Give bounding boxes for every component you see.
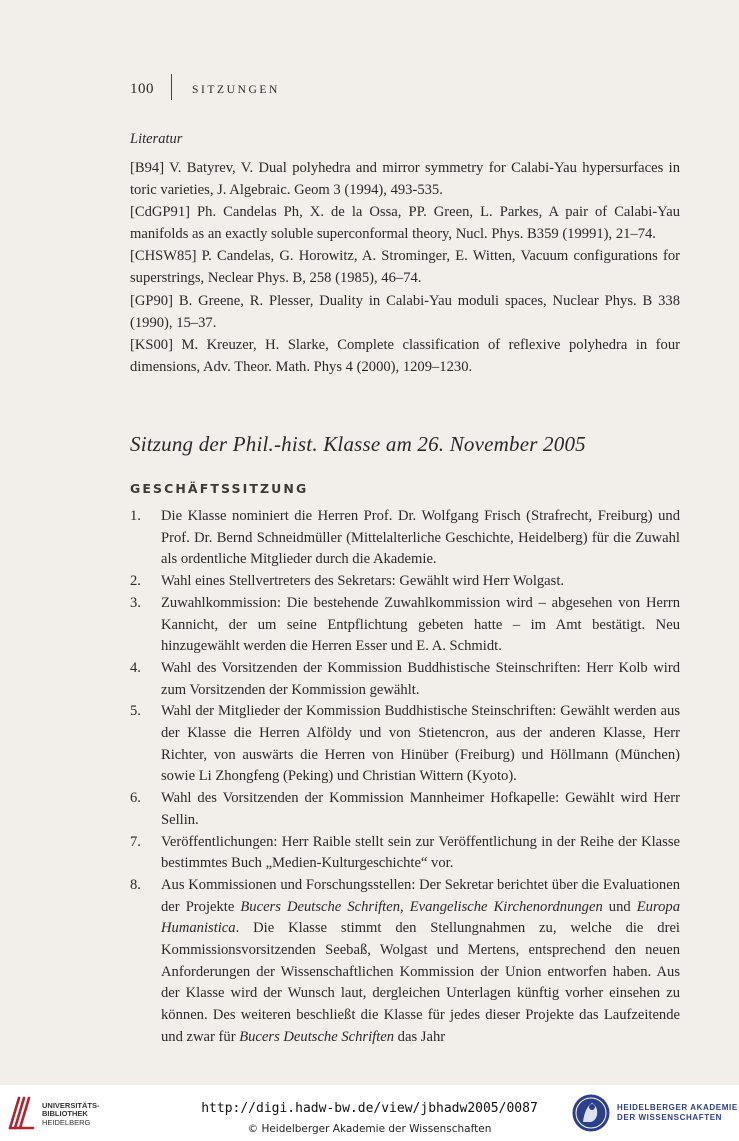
agenda-item — [130, 506, 680, 571]
running-head: SITZUNGEN — [192, 84, 280, 96]
reference-item: [KS00] M. Kreuzer, H. Slarke, Complete classification of reflexive polyhedra in four dimensions, Adv. Theor. Math. Phys 4 (2000), 1209–1230. — [130, 336, 680, 375]
agenda-text: . Die Klasse stimmt den Stellungnahmen zu, welche die drei Kommissionsvorsitzenden Seebaß, Wolgast und Mertens, entsprechend den neuen Anforderungen der Wissenschaftlichen Kommission der Union entworfen haben. Aus der Klasse wird der Wunsch laut, dergleichen Unterlagen künftig vorher einsehen zu können. Des weiteren beschließt die Klasse für jedes dieser Projekte das Laufzeitende und zwar für — [161, 920, 680, 1045]
academy-line: HEIDELBERGER AKADEMIE — [617, 1103, 738, 1112]
agenda-number: 2. — [130, 573, 141, 590]
agenda-item — [130, 593, 680, 658]
agenda-number: 6. — [130, 790, 141, 807]
agenda-text: und — [602, 898, 637, 915]
project-title: Bucers Deutsche Schriften — [239, 1028, 395, 1045]
agenda-text: das Jahr — [394, 1028, 446, 1045]
session-subtitle: GESCHÄFTSSITZUNG — [130, 481, 309, 496]
agenda-number: 8. — [130, 876, 141, 893]
agenda-text: Veröffentlichungen: Herr Raible stellt sein zur Veröffentlichung in der Reihe der Klasse bestimmtes Buch „Medien-Kulturgeschichte“ vor. — [161, 833, 680, 872]
academy-seal-icon — [571, 1093, 611, 1133]
reference-item: [GP90] B. Greene, R. Plesser, Duality in Calabi-Yau moduli spaces, Nuclear Phys. B 338 (1990), 15–37. — [130, 292, 680, 331]
header-rule — [171, 74, 172, 100]
agenda-item — [130, 571, 680, 593]
ub-line: HEIDELBERG — [42, 1117, 91, 1127]
agenda-text: Zuwahlkommission: Die bestehende Zuwahlkommission wird – abgesehen von Herrn Kannicht, der um seine Entpflichtung gebeten hatte – im Amt bestätigt. Neu hinzugewählt werden die Herren Esser und E. A. Schmidt. — [161, 594, 680, 655]
reference-item: [CHSW85] P. Candelas, G. Horowitz, A. Strominger, E. Witten, Vacuum configurations for superstrings, Neclear Phys. B, 258 (1985), 46–74. — [130, 248, 680, 287]
agenda-item — [130, 832, 680, 875]
agenda-item — [130, 658, 680, 701]
session-title: Sitzung der Phil.-hist. Klasse am 26. November 2005 — [130, 432, 586, 456]
ub-line: BIBLIOTHEK — [42, 1109, 88, 1119]
agenda-list — [130, 506, 680, 1049]
reference-item: [B94] V. Batyrev, V. Dual polyhedra and mirror symmetry for Calabi-Yau hypersurfaces in toric varieties, J. Algebraic. Geom 3 (1994), 493-535. — [130, 160, 680, 199]
academy-name — [617, 1103, 738, 1123]
permalink-url[interactable]: http://digi.hadw-bw.de/view/jbhadw2005/0087 — [201, 1101, 538, 1116]
agenda-text: Wahl des Vorsitzenden der Kommission Buddhistische Steinschriften: Herr Kolb wird zum Vorsitzenden der Kommission gewählt. — [161, 659, 680, 698]
agenda-text: Wahl der Mitglieder der Kommission Buddhistische Steinschriften: Gewählt werden aus der Klasse die Herren Alföldy und von Stietencron, aus der anderen Klasse, Herr Richter, von auswärts die Herren von Hinüber (Freiburg) und Höllmann (München) sowie Li Zhongfeng (Peking) und Christian Wittern (Kyoto). — [161, 703, 680, 785]
page-number: 100 — [130, 81, 154, 97]
agenda-number: 3. — [130, 594, 141, 611]
agenda-text: Wahl des Vorsitzenden der Kommission Mannheimer Hofkapelle: Gewählt wird Herr Sellin. — [161, 790, 680, 828]
literature-heading: Literatur — [130, 131, 183, 147]
viewer-footer — [0, 1085, 739, 1141]
ub-line: UNIVERSITÄTS- — [42, 1101, 100, 1110]
agenda-item — [130, 701, 680, 788]
agenda-item — [130, 788, 680, 831]
agenda-number: 4. — [130, 659, 141, 676]
reference-list — [130, 157, 680, 378]
agenda-item — [130, 875, 680, 1049]
reference-item: [CdGP91] Ph. Candelas Ph, X. de la Ossa, PP. Green, L. Parkes, A pair of Calabi-Yau manifolds as an exactly soluble superconformal theory, Nucl. Phys. B359 (19991), 21–74. — [130, 204, 680, 243]
agenda-text: Wahl eines Stellvertreters des Sekretars: Gewählt wird Herr Wolgast. — [161, 573, 565, 590]
agenda-number: 5. — [130, 703, 141, 720]
project-title: Bucers Deutsche Schriften, Evangelische Kirchenordnungen — [240, 898, 603, 915]
project-title: Europa Humanistica — [161, 898, 680, 937]
academy-line: DER WISSENSCHAFTEN — [617, 1113, 723, 1122]
agenda-text: Aus Kommissionen und Forschungsstellen: Der Sekretar berichtet über die Evaluationen der Projekte — [161, 876, 680, 915]
agenda-number: 1. — [130, 508, 141, 524]
agenda-number: 7. — [130, 833, 141, 850]
agenda-text: Die Klasse nominiert die Herren Prof. Dr. Wolfgang Frisch (Strafrecht, Freiburg) und Prof. Dr. Bernd Schneidmüller (Mittelalterliche Geschichte, Heidelberg) für die Zuwahl als ordentliche Mitglieder durch die Akademie. — [161, 508, 680, 568]
copyright-notice: © Heidelberger Akademie der Wissenschaften — [247, 1123, 492, 1135]
